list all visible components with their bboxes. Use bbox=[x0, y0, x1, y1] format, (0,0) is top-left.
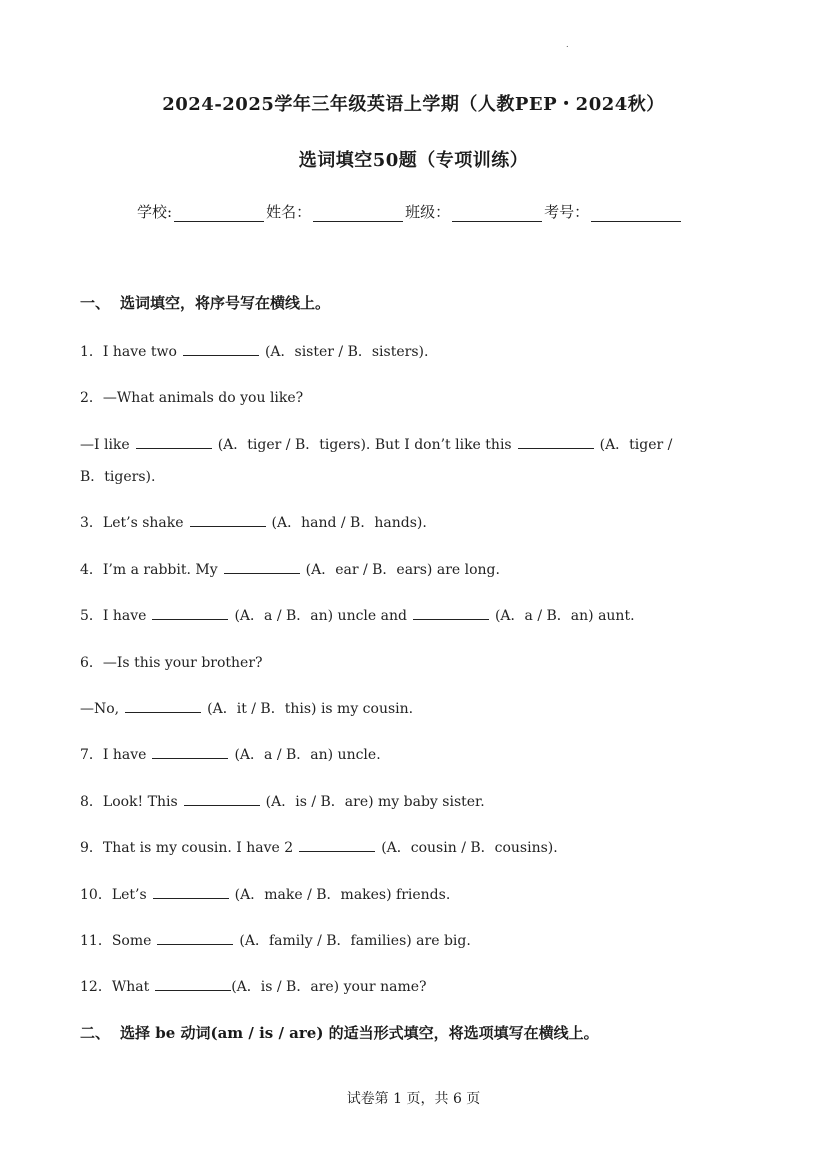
question-options: (A．a / B．an) aunt. bbox=[494, 608, 635, 624]
section-2-number: 二、 bbox=[80, 1024, 111, 1042]
answer-blank[interactable] bbox=[152, 746, 228, 759]
question-text: 12．What bbox=[80, 979, 150, 995]
student-info-row bbox=[137, 201, 683, 222]
answer-blank[interactable] bbox=[152, 607, 228, 620]
question-6-answer bbox=[80, 698, 413, 718]
question-6 bbox=[80, 652, 263, 672]
question-text: 3．Let’s shake bbox=[80, 515, 184, 531]
answer-blank[interactable] bbox=[190, 514, 266, 527]
question-1 bbox=[80, 341, 428, 361]
class-field[interactable] bbox=[452, 205, 542, 222]
question-text: 9．That is my cousin. I have 2 bbox=[80, 840, 294, 856]
question-12 bbox=[80, 976, 427, 996]
answer-blank[interactable] bbox=[518, 436, 594, 449]
answer-blank[interactable] bbox=[155, 978, 231, 991]
section-1-number: 一、 bbox=[80, 294, 111, 312]
section-1-instruction: 选词填空，将序号写在横线上。 bbox=[120, 294, 331, 312]
answer-blank[interactable] bbox=[413, 607, 489, 620]
question-options: (A．family / B．families) are big. bbox=[239, 933, 471, 949]
answer-blank[interactable] bbox=[183, 343, 259, 356]
question-5 bbox=[80, 605, 635, 625]
question-options: (A．is / B．are) your name? bbox=[231, 979, 427, 995]
question-options: (A．a / B．an) uncle and bbox=[234, 608, 407, 624]
question-text: —No, bbox=[80, 701, 120, 717]
question-text: 10．Let’s bbox=[80, 887, 147, 903]
page-footer: 试卷第 1 页，共 6 页 bbox=[346, 1091, 481, 1107]
exam-number-field[interactable] bbox=[591, 205, 681, 222]
section-2-instruction: 选择 be 动词(am / is / are) 的适当形式填空，将选项填写在横线上。 bbox=[120, 1024, 599, 1042]
question-options: (A．hand / B．hands). bbox=[271, 515, 427, 531]
question-options: (A．tiger / bbox=[599, 437, 673, 453]
question-text: —I like bbox=[80, 437, 130, 453]
answer-blank[interactable] bbox=[136, 436, 212, 449]
page-title: 2024-2025学年三年级英语上学期（人教PEP・2024秋） bbox=[162, 94, 665, 115]
question-2-continued bbox=[80, 466, 155, 486]
section-2-heading bbox=[80, 1022, 599, 1043]
question-options: (A．is / B．are) my baby sister. bbox=[265, 794, 485, 810]
question-8 bbox=[80, 791, 485, 811]
question-2 bbox=[80, 387, 303, 407]
answer-blank[interactable] bbox=[125, 700, 201, 713]
question-7 bbox=[80, 744, 381, 764]
question-options: B．tigers). bbox=[80, 469, 156, 485]
school-label: 学校: bbox=[137, 203, 173, 221]
question-text: 6．—Is this your brother? bbox=[80, 655, 263, 671]
answer-blank[interactable] bbox=[153, 886, 229, 899]
question-4 bbox=[80, 559, 500, 579]
question-text: 4．I’m a rabbit. My bbox=[80, 562, 218, 578]
answer-blank[interactable] bbox=[157, 932, 233, 945]
question-text: 7．I have bbox=[80, 747, 147, 763]
answer-blank[interactable] bbox=[224, 561, 300, 574]
name-label: 姓名： bbox=[266, 203, 312, 221]
question-text: 11．Some bbox=[80, 933, 152, 949]
question-9 bbox=[80, 837, 558, 857]
page-subtitle: 选词填空50题（专项训练） bbox=[298, 150, 529, 171]
question-options: (A．make / B．makes) friends. bbox=[234, 887, 451, 903]
question-options: (A．a / B．an) uncle. bbox=[234, 747, 381, 763]
question-options: (A．cousin / B．cousins). bbox=[381, 840, 558, 856]
question-3 bbox=[80, 512, 427, 532]
question-2-answer bbox=[80, 434, 672, 454]
answer-blank[interactable] bbox=[184, 793, 260, 806]
class-label: 班级： bbox=[405, 203, 451, 221]
question-text: 1．I have two bbox=[80, 344, 177, 360]
name-field[interactable] bbox=[313, 205, 403, 222]
question-text: 5．I have bbox=[80, 608, 147, 624]
answer-blank[interactable] bbox=[299, 839, 375, 852]
question-10 bbox=[80, 884, 450, 904]
question-text: 2．—What animals do you like? bbox=[80, 390, 304, 406]
question-options: (A．tiger / B．tigers). But I don’t like this bbox=[217, 437, 512, 453]
question-options: (A．ear / B．ears) are long. bbox=[305, 562, 500, 578]
corner-mark: . bbox=[566, 40, 569, 49]
question-text: 8．Look! This bbox=[80, 794, 178, 810]
school-field[interactable] bbox=[174, 205, 264, 222]
section-1-heading bbox=[80, 292, 330, 313]
question-11 bbox=[80, 930, 471, 950]
exam-number-label: 考号： bbox=[544, 203, 590, 221]
question-options: (A．sister / B．sisters). bbox=[264, 344, 429, 360]
question-options: (A．it / B．this) is my cousin. bbox=[207, 701, 414, 717]
